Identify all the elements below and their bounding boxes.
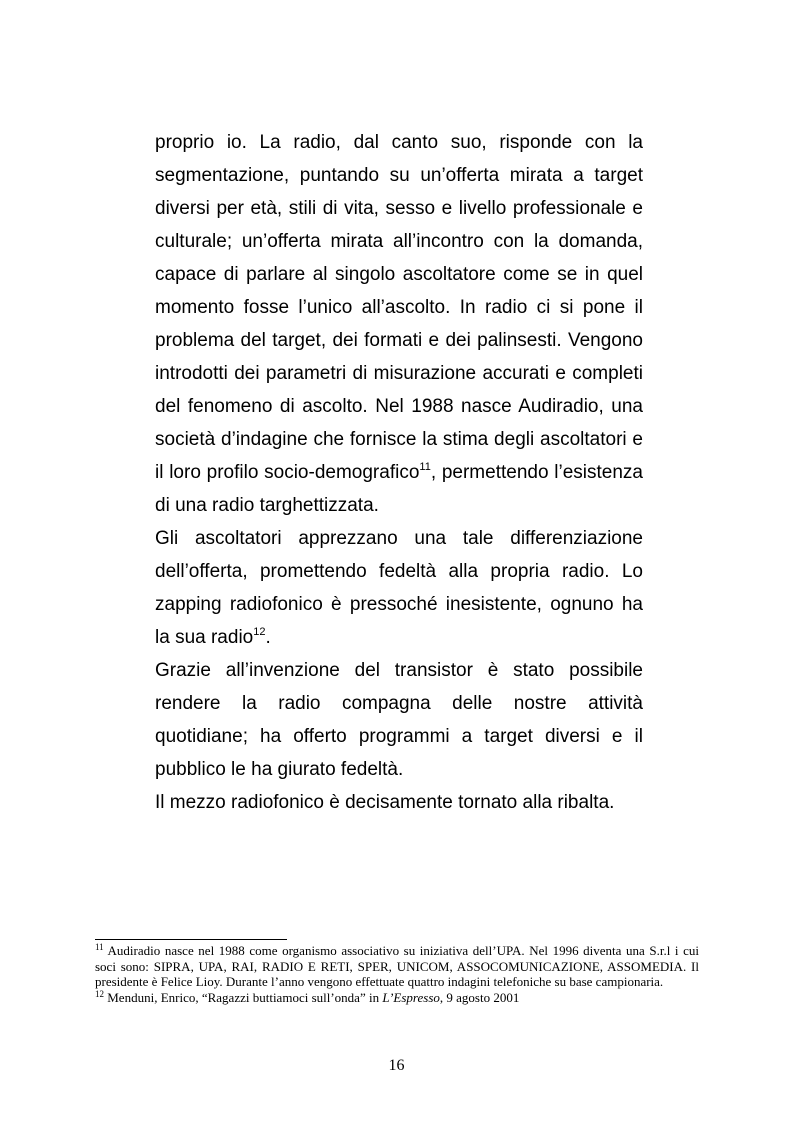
footnote-text: Audiradio nasce nel 1988 come organismo associativo su iniziativa dell’UPA. Nel 1996 diventa una S.r.l i cui soci sono: SIPRA, UPA, RAI, RADIO E RETI, SPER, UNICOM, ASSOCOMUNICAZIONE, ASSOMEDIA. Il presidente è Felice Lioy. Durante l’anno vengono effettuate quattro indagini telefoniche su base campionaria. (95, 943, 699, 989)
paragraph-3: Grazie all’invenzione del transistor è stato possibile rendere la radio compagna delle nostre attività quotidiane; ha offerto programmi a target diversi e il pubblico le ha giurato fedeltà. (155, 660, 643, 780)
paragraph-2-text-end: . (265, 627, 271, 648)
paragraph-4: Il mezzo radiofonico è decisamente tornato alla ribalta. (155, 792, 615, 813)
page-number: 16 (388, 1057, 405, 1074)
paragraph-2 (155, 522, 643, 654)
footnote-12 (95, 990, 699, 1006)
footnote-11 (95, 943, 699, 990)
footnote-text-end: , 9 agosto 2001 (439, 989, 520, 1005)
footnote-source-title: L’Espresso (382, 989, 440, 1005)
paragraph-1-text: proprio io. La radio, dal canto suo, risponde con la segmentazione, puntando su un’offerta mirata a target diversi per età, stili di vita, sesso e livello professionale e culturale; un’offerta mirata all’incontro con la domanda, capace di parlare al singolo ascoltatore come se in quel momento fosse l’unico all’ascolto. In radio ci si pone il problema del target, dei formati e dei palinsesti. Vengono introdotti dei parametri di misurazione accurati e completi del fenomeno di ascolto. Nel 1988 nasce Audiradio, una società d’indagine che fornisce la stima degli ascoltatori e il loro profilo socio-demografico (155, 132, 643, 483)
paragraph-2-text: Gli ascoltatori apprezzano una tale differenziazione dell’offerta, promettendo fedeltà alla propria radio. Lo zapping radiofonico è pressoché inesistente, ognuno ha la sua radio (155, 528, 643, 648)
footnote-number: 12 (95, 988, 104, 999)
footnote-number: 11 (95, 942, 104, 952)
footnote-ref-11[interactable]: 11 (419, 461, 431, 473)
main-text (155, 126, 643, 819)
paragraph-1-text-end: , permettendo l’esistenza di una radio targhettizzata. (155, 462, 643, 516)
footnote-separator (95, 939, 287, 940)
footnotes (95, 943, 699, 1005)
paragraph-1 (155, 126, 643, 522)
footnote-text: Menduni, Enrico, “Ragazzi buttiamoci sull’onda” in (107, 989, 383, 1005)
footnote-ref-12[interactable]: 12 (253, 626, 266, 638)
